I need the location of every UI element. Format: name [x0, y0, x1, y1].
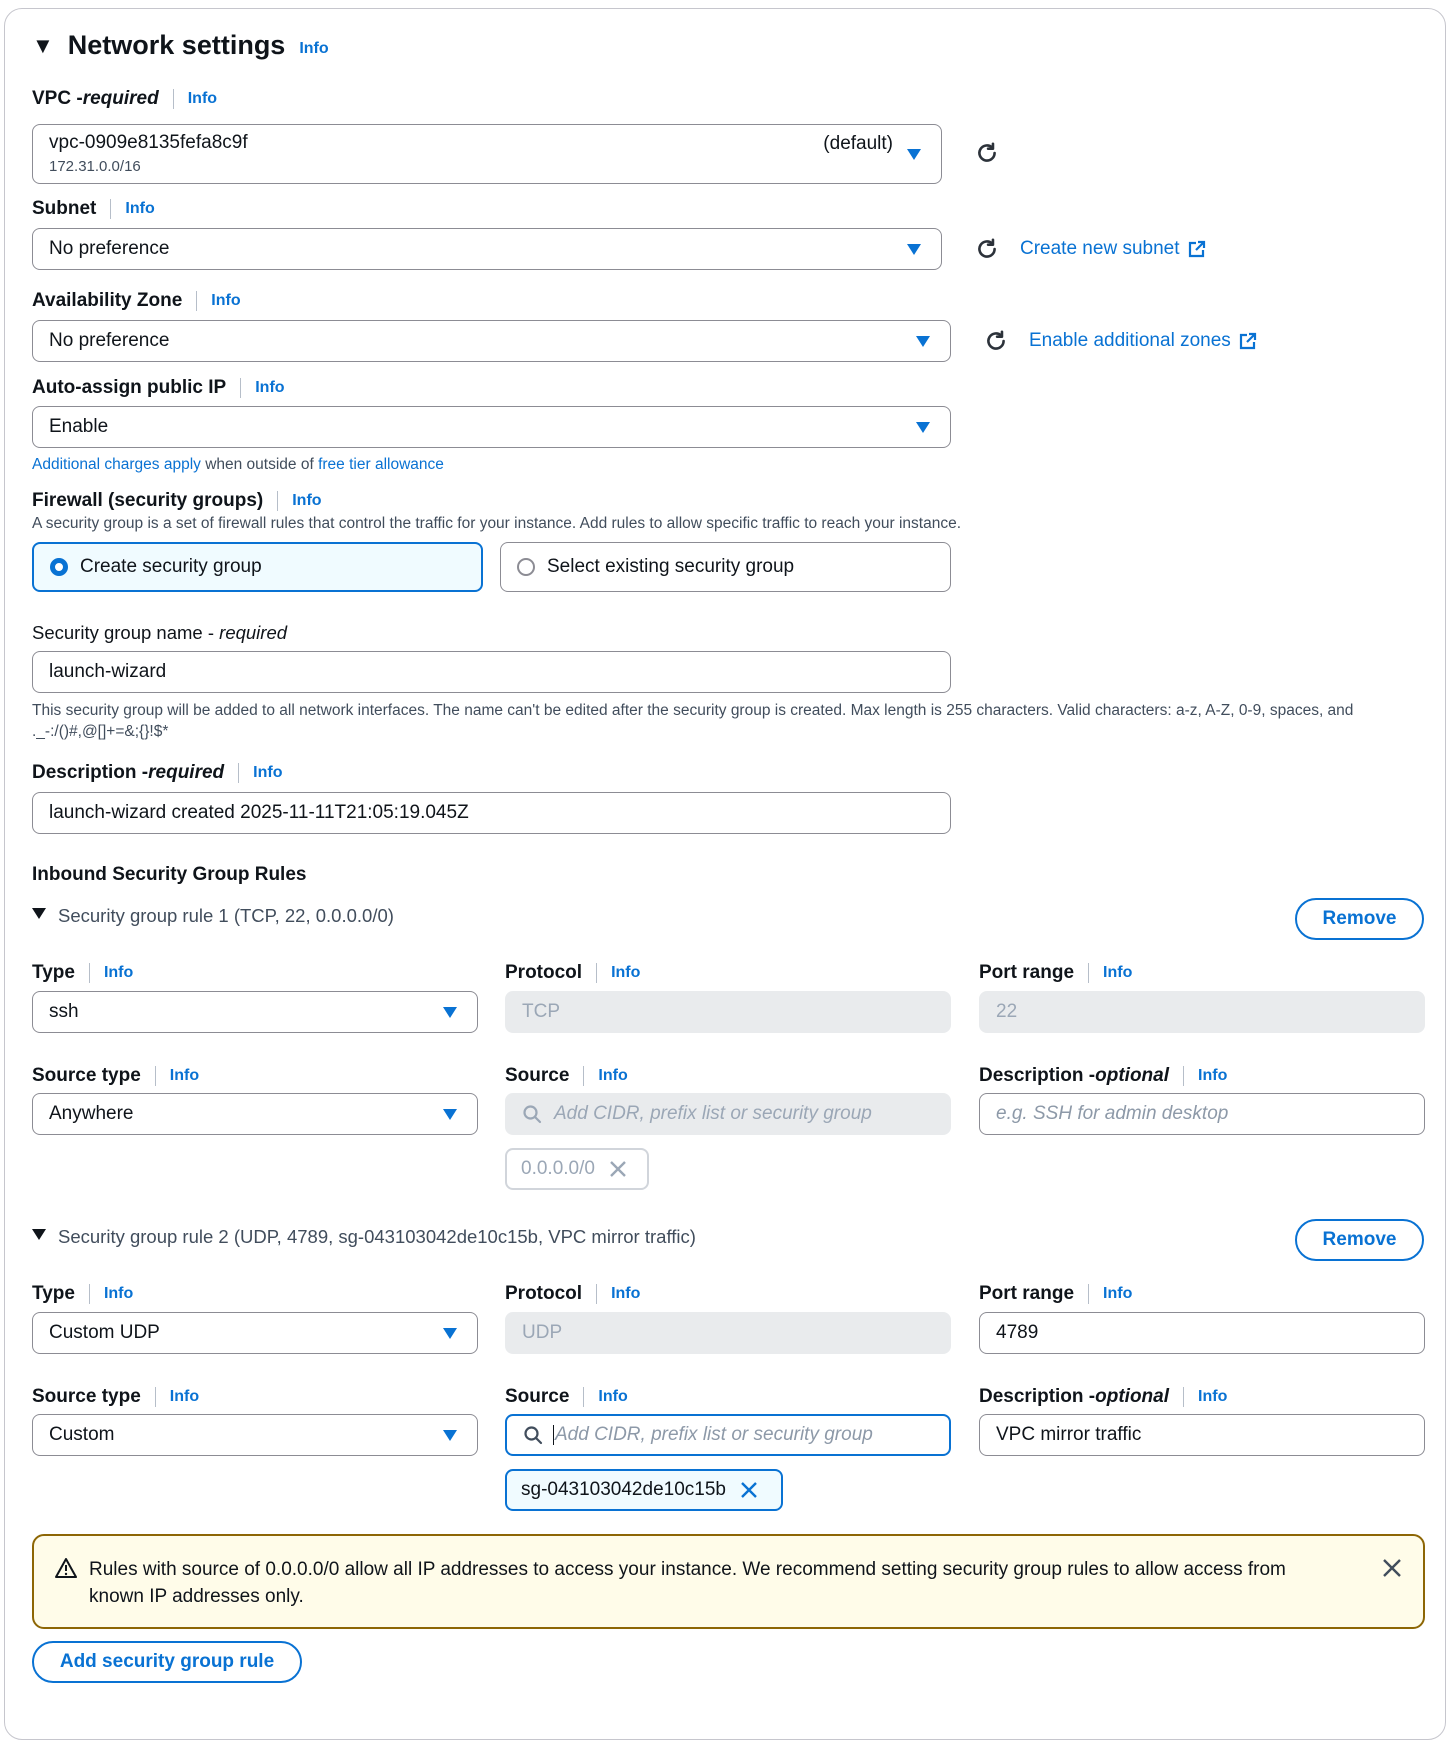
rule-2-source-type-dropdown-icon [443, 1430, 457, 1441]
section-title-text: Network settings [67, 30, 286, 60]
rule-2-remove-button[interactable]: Remove [1295, 1219, 1424, 1261]
vpc-label-text: VPC - [32, 88, 83, 109]
rule-1-protocol-field [505, 991, 951, 1033]
desc-label-text: Description - [979, 1065, 1096, 1086]
protocol-label-text: Protocol [505, 1283, 583, 1304]
search-icon [523, 1425, 543, 1445]
rule-2-description-value: VPC mirror traffic [996, 1424, 1142, 1445]
firewall-label-text: Firewall (security groups) [32, 490, 264, 511]
az-label-text: Availability Zone [32, 290, 183, 311]
create-security-group-option[interactable] [32, 542, 483, 592]
rule-2-protocol-label [505, 1283, 640, 1305]
vpc-label [32, 88, 217, 110]
type-info-link[interactable]: Info [103, 1285, 134, 1302]
source-info-link[interactable]: Info [598, 1388, 628, 1405]
az-value: No preference [49, 330, 170, 351]
rule-2-type-dropdown-icon [443, 1328, 457, 1339]
rule-1-source-type-select[interactable] [32, 1093, 478, 1135]
protocol-info-link[interactable]: Info [611, 964, 641, 981]
vpc-refresh-icon[interactable] [974, 140, 1000, 166]
type-label-text: Type [32, 1283, 75, 1304]
rule-1-protocol-value: TCP [522, 1001, 560, 1022]
rule-2-protocol-field [505, 1312, 951, 1354]
additional-charges-link[interactable]: Additional charges apply [32, 456, 201, 473]
charges-note [32, 456, 444, 474]
rule-2-source-label [505, 1386, 628, 1408]
rule-2-port-label [979, 1283, 1132, 1305]
source-type-info-link[interactable]: Info [169, 1067, 200, 1084]
inbound-rules-title: Inbound Security Group Rules [32, 864, 307, 885]
rule-1-remove-button[interactable]: Remove [1295, 898, 1424, 940]
rule-1-token-text: 0.0.0.0/0 [521, 1158, 595, 1179]
rule-1-source-label [505, 1065, 628, 1087]
source-type-label-text: Source type [32, 1386, 141, 1407]
enable-additional-zones-text: Enable additional zones [1029, 330, 1231, 351]
section-info-link[interactable]: Info [299, 39, 329, 57]
rule-1-type-value: ssh [49, 1001, 79, 1022]
desc-label-optional: optional [1095, 1386, 1170, 1407]
subnet-select[interactable] [32, 228, 942, 270]
vpc-default-badge: (default) [823, 133, 893, 154]
firewall-info-link[interactable]: Info [292, 492, 322, 509]
description-label-required: required [148, 762, 225, 783]
select-existing-security-group-option[interactable] [500, 542, 951, 592]
port-info-link[interactable]: Info [1103, 1285, 1133, 1302]
vpc-select[interactable] [32, 124, 942, 184]
charges-mid-text: when outside of [200, 456, 319, 473]
rule-1-header-text: Security group rule 1 (TCP, 22, 0.0.0.0/0) [58, 905, 394, 926]
rule-2-source-type-select[interactable] [32, 1414, 478, 1456]
rule-2-description-label [979, 1386, 1227, 1408]
az-dropdown-icon [916, 336, 930, 347]
vpc-info-link[interactable]: Info [187, 90, 218, 107]
source-label-text: Source [505, 1386, 570, 1407]
warning-icon [55, 1557, 77, 1579]
sg-name-label-text: Security group name - [32, 622, 220, 643]
rule-2-header-text: Security group rule 2 (UDP, 4789, sg-043103042de10c15b, VPC mirror traffic) [58, 1226, 696, 1247]
enable-additional-zones-link[interactable] [1029, 330, 1257, 352]
vpc-label-required: required [82, 88, 159, 109]
public-ip-label-text: Auto-assign public IP [32, 377, 227, 398]
external-link-icon [1188, 240, 1206, 258]
subnet-dropdown-icon [907, 244, 921, 255]
rule-1-port-value: 22 [996, 1001, 1018, 1022]
rule-1-source-token [505, 1148, 649, 1190]
type-info-link[interactable]: Info [103, 964, 134, 981]
sg-name-label [32, 622, 287, 644]
rule-1-source-placeholder: Add CIDR, prefix list or security group [554, 1103, 872, 1124]
description-label-text: Description - [32, 762, 149, 783]
remove-token-icon [609, 1160, 627, 1178]
source-type-label-text: Source type [32, 1065, 141, 1086]
firewall-label [32, 490, 322, 512]
rule-2-type-label [32, 1283, 133, 1305]
desc-info-link[interactable]: Info [1198, 1067, 1228, 1084]
rule-2-token-text: sg-043103042de10c15b [521, 1479, 726, 1500]
subnet-info-link[interactable]: Info [125, 200, 155, 217]
vpc-dropdown-icon [907, 149, 921, 160]
rule-1-type-label [32, 962, 133, 984]
rule-1-source-input [505, 1093, 951, 1135]
public-ip-select[interactable] [32, 406, 951, 448]
rule-2-source-token[interactable] [505, 1469, 783, 1511]
sg-name-hint: This security group will be added to all network interfaces. The name can't be edited after the security group is created. Max length is 255 characters. Valid characters: a-z, A-Z, 0-9, spaces, and ._-:/()#,@[]+=&;{}!$* [32, 702, 1354, 740]
sg-name-value: launch-wizard [49, 661, 167, 682]
public-ip-label [32, 377, 285, 399]
section-title [32, 30, 329, 61]
warning-text: Rules with source of 0.0.0.0/0 allow all IP addresses to access your instance. We recommend setting security group rules to allow access from known IP addresses only. [89, 1559, 1286, 1607]
type-label-text: Type [32, 962, 75, 983]
description-value: launch-wizard created 2025-11-11T21:05:19.045Z [49, 802, 469, 823]
sg-name-label-required: required [219, 622, 288, 643]
az-select[interactable] [32, 320, 951, 362]
free-tier-link[interactable]: free tier allowance [318, 456, 444, 473]
source-info-link[interactable]: Info [598, 1067, 628, 1084]
public-ip-info-link[interactable]: Info [255, 379, 285, 396]
rule-1-source-type-value: Anywhere [49, 1103, 134, 1124]
rule-2-type-value: Custom UDP [49, 1322, 160, 1343]
subnet-refresh-icon[interactable] [974, 236, 1000, 262]
description-label [32, 762, 282, 784]
public-ip-dropdown-icon [916, 422, 930, 433]
protocol-label-text: Protocol [505, 962, 583, 983]
rule-2-source-placeholder: Add CIDR, prefix list or security group [555, 1424, 873, 1445]
rule-1-source-type-dropdown-icon [443, 1109, 457, 1120]
public-ip-value: Enable [49, 416, 109, 437]
subnet-value: No preference [49, 238, 170, 259]
desc-label-text: Description - [979, 1386, 1096, 1407]
select-existing-security-group-text: Select existing security group [547, 556, 795, 577]
vpc-cidr: 172.31.0.0/16 [49, 158, 141, 175]
add-security-group-rule-button[interactable]: Add security group rule [32, 1641, 302, 1683]
port-label-text: Port range [979, 1283, 1075, 1304]
desc-label-optional: optional [1095, 1065, 1170, 1086]
rule-2-source-type-label [32, 1386, 199, 1408]
create-security-group-text: Create security group [80, 556, 262, 577]
warning-alert [32, 1534, 1425, 1629]
source-type-info-link[interactable]: Info [169, 1388, 200, 1405]
rule-2-port-value: 4789 [996, 1322, 1039, 1343]
source-label-text: Source [505, 1065, 570, 1086]
rule-1-description-input[interactable] [979, 1093, 1425, 1135]
rule-2-source-type-value: Custom [49, 1424, 115, 1445]
rule-1-source-type-label [32, 1065, 199, 1087]
az-label [32, 290, 241, 312]
rule-2-protocol-value: UDP [522, 1322, 563, 1343]
sg-name-input[interactable] [32, 651, 951, 693]
rule-1-header[interactable] [32, 905, 394, 927]
rule-1-type-dropdown-icon [443, 1007, 457, 1018]
remove-token-icon[interactable] [740, 1481, 758, 1499]
protocol-info-link[interactable]: Info [611, 1285, 641, 1302]
firewall-description: A security group is a set of firewall rules that control the traffic for your instance. Add rules to allow specific traffic to reach your instance. [32, 515, 962, 532]
rule-1-description-label [979, 1065, 1227, 1087]
subnet-label-text: Subnet [32, 198, 97, 219]
rule-1-caret-icon[interactable] [32, 908, 46, 919]
radio-unselected-icon[interactable] [517, 558, 535, 576]
search-icon [522, 1104, 542, 1124]
port-label-text: Port range [979, 962, 1075, 983]
radio-selected-icon[interactable] [50, 558, 68, 576]
text-cursor [553, 1425, 554, 1445]
rule-1-port-field [979, 991, 1425, 1033]
port-info-link[interactable]: Info [1103, 964, 1133, 981]
rule-2-port-input[interactable] [979, 1312, 1425, 1354]
rule-1-protocol-label [505, 962, 640, 984]
close-icon[interactable] [1382, 1558, 1402, 1578]
az-info-link[interactable]: Info [211, 292, 241, 309]
rule-2-type-select[interactable] [32, 1312, 478, 1354]
rule-2-header[interactable] [32, 1226, 696, 1248]
collapse-caret-icon[interactable]: ▼ [32, 32, 54, 58]
subnet-label [32, 198, 155, 220]
rule-2-caret-icon[interactable] [32, 1229, 46, 1240]
description-input[interactable] [32, 792, 951, 834]
create-new-subnet-text: Create new subnet [1020, 238, 1180, 259]
rule-1-description-placeholder: e.g. SSH for admin desktop [996, 1103, 1229, 1124]
rule-2-description-input[interactable] [979, 1414, 1425, 1456]
description-info-link[interactable]: Info [253, 764, 283, 781]
vpc-value: vpc-0909e8135fefa8c9f [49, 132, 248, 153]
rule-2-source-input[interactable] [505, 1414, 951, 1456]
rule-1-type-select[interactable] [32, 991, 478, 1033]
az-refresh-icon[interactable] [983, 328, 1009, 354]
rule-1-port-label [979, 962, 1132, 984]
desc-info-link[interactable]: Info [1198, 1388, 1228, 1405]
external-link-icon [1239, 332, 1257, 350]
create-new-subnet-link[interactable] [1020, 238, 1206, 260]
